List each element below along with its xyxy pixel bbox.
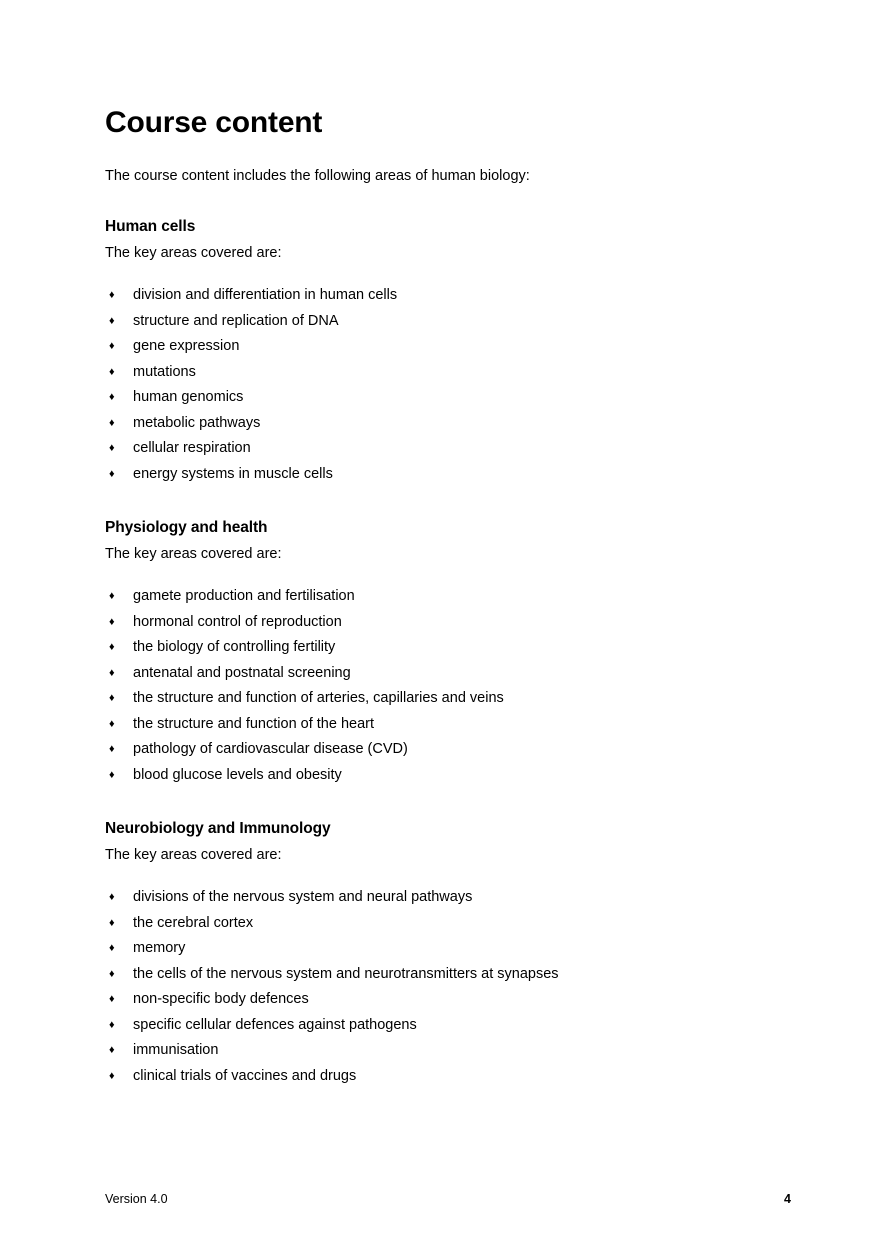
list-item-label: the biology of controlling fertility [133, 639, 336, 655]
list-item-label: memory [133, 940, 186, 956]
list-item [105, 584, 805, 610]
section-subheading: The key areas covered are: [105, 546, 282, 562]
list-item [105, 712, 805, 738]
diamond-bullet-icon: ♦ [109, 993, 115, 1005]
list-item-label: pathology of cardiovascular disease (CVD) [133, 741, 408, 757]
list-item-label: blood glucose levels and obesity [133, 766, 342, 783]
list-item [105, 334, 805, 360]
bullet-list [105, 584, 805, 788]
list-item [105, 936, 805, 962]
section-subheading: The key areas covered are: [105, 847, 282, 863]
list-item [105, 462, 805, 488]
diamond-bullet-icon: ♦ [109, 891, 115, 903]
list-item-label: antenatal and postnatal screening [133, 664, 351, 681]
diamond-bullet-icon: ♦ [109, 391, 115, 403]
list-item-label: structure and replication of DNA [133, 312, 339, 329]
list-item [105, 661, 805, 687]
diamond-bullet-icon: ♦ [109, 416, 115, 429]
section-heading: Physiology and health [105, 519, 268, 536]
diamond-bullet-icon: ♦ [109, 743, 115, 755]
list-item [105, 1038, 805, 1064]
section-neurobiology-and-immunology [105, 819, 805, 1089]
bullet-list [105, 885, 805, 1089]
diamond-bullet-icon: ♦ [109, 1069, 115, 1082]
diamond-bullet-icon: ♦ [109, 1018, 115, 1031]
list-item [105, 686, 805, 712]
list-item-label: cellular respiration [133, 440, 251, 456]
list-item [105, 360, 805, 386]
list-item-label: human genomics [133, 389, 244, 405]
diamond-bullet-icon: ♦ [109, 967, 115, 980]
diamond-bullet-icon: ♦ [109, 590, 115, 602]
diamond-bullet-icon: ♦ [109, 692, 115, 704]
list-item [105, 610, 805, 636]
section-subheading: The key areas covered are: [105, 245, 282, 261]
diamond-bullet-icon: ♦ [109, 340, 115, 352]
section-heading: Neurobiology and Immunology [105, 820, 331, 837]
diamond-bullet-icon: ♦ [109, 442, 115, 454]
list-item-label: gene expression [133, 338, 240, 354]
list-item-label: divisions of the nervous system and neural pathways [133, 889, 473, 905]
page-footer [105, 1191, 791, 1207]
list-item [105, 436, 805, 462]
list-item [105, 1064, 805, 1090]
list-item [105, 885, 805, 911]
list-item-label: the cells of the nervous system and neurotransmitters at synapses [133, 965, 559, 982]
diamond-bullet-icon: ♦ [109, 916, 115, 929]
list-item [105, 987, 805, 1013]
footer-version-label: Version 4.0 [105, 1192, 168, 1206]
list-item-label: energy systems in muscle cells [133, 465, 333, 482]
list-item-label: the cerebral cortex [133, 914, 254, 931]
list-item-label: the structure and function of the heart [133, 715, 375, 732]
list-item-label: immunisation [133, 1042, 219, 1058]
list-item [105, 385, 805, 411]
footer-page-number: 4 [784, 1192, 791, 1206]
section-heading: Human cells [105, 218, 196, 235]
diamond-bullet-icon: ♦ [109, 666, 115, 679]
list-item [105, 283, 805, 309]
list-item [105, 635, 805, 661]
list-item [105, 309, 805, 335]
diamond-bullet-icon: ♦ [109, 289, 115, 301]
section-physiology-and-health [105, 518, 805, 788]
diamond-bullet-icon: ♦ [109, 717, 115, 730]
list-item-label: non-specific body defences [133, 991, 309, 1007]
list-item [105, 911, 805, 937]
diamond-bullet-icon: ♦ [109, 365, 115, 378]
list-item [105, 763, 805, 789]
intro-paragraph: The course content includes the following areas of human biology: [105, 168, 530, 184]
list-item-label: specific cellular defences against pathogens [133, 1016, 417, 1033]
diamond-bullet-icon: ♦ [109, 314, 115, 327]
list-item-label: gamete production and fertilisation [133, 588, 355, 604]
list-item [105, 1013, 805, 1039]
list-item-label: metabolic pathways [133, 414, 261, 431]
diamond-bullet-icon: ♦ [109, 615, 115, 628]
page-title: Course content [105, 106, 323, 139]
section-human-cells [105, 217, 805, 487]
list-item-label: mutations [133, 363, 196, 380]
list-item [105, 737, 805, 763]
diamond-bullet-icon: ♦ [109, 768, 115, 781]
list-item-label: hormonal control of reproduction [133, 613, 342, 630]
diamond-bullet-icon: ♦ [109, 1044, 115, 1056]
bullet-list [105, 283, 805, 487]
list-item-label: the structure and function of arteries, capillaries and veins [133, 690, 504, 706]
list-item-label: clinical trials of vaccines and drugs [133, 1067, 357, 1084]
list-item [105, 962, 805, 988]
diamond-bullet-icon: ♦ [109, 467, 115, 480]
diamond-bullet-icon: ♦ [109, 942, 115, 954]
list-item-label: division and differentiation in human cells [133, 287, 398, 303]
list-item [105, 411, 805, 437]
diamond-bullet-icon: ♦ [109, 641, 115, 653]
